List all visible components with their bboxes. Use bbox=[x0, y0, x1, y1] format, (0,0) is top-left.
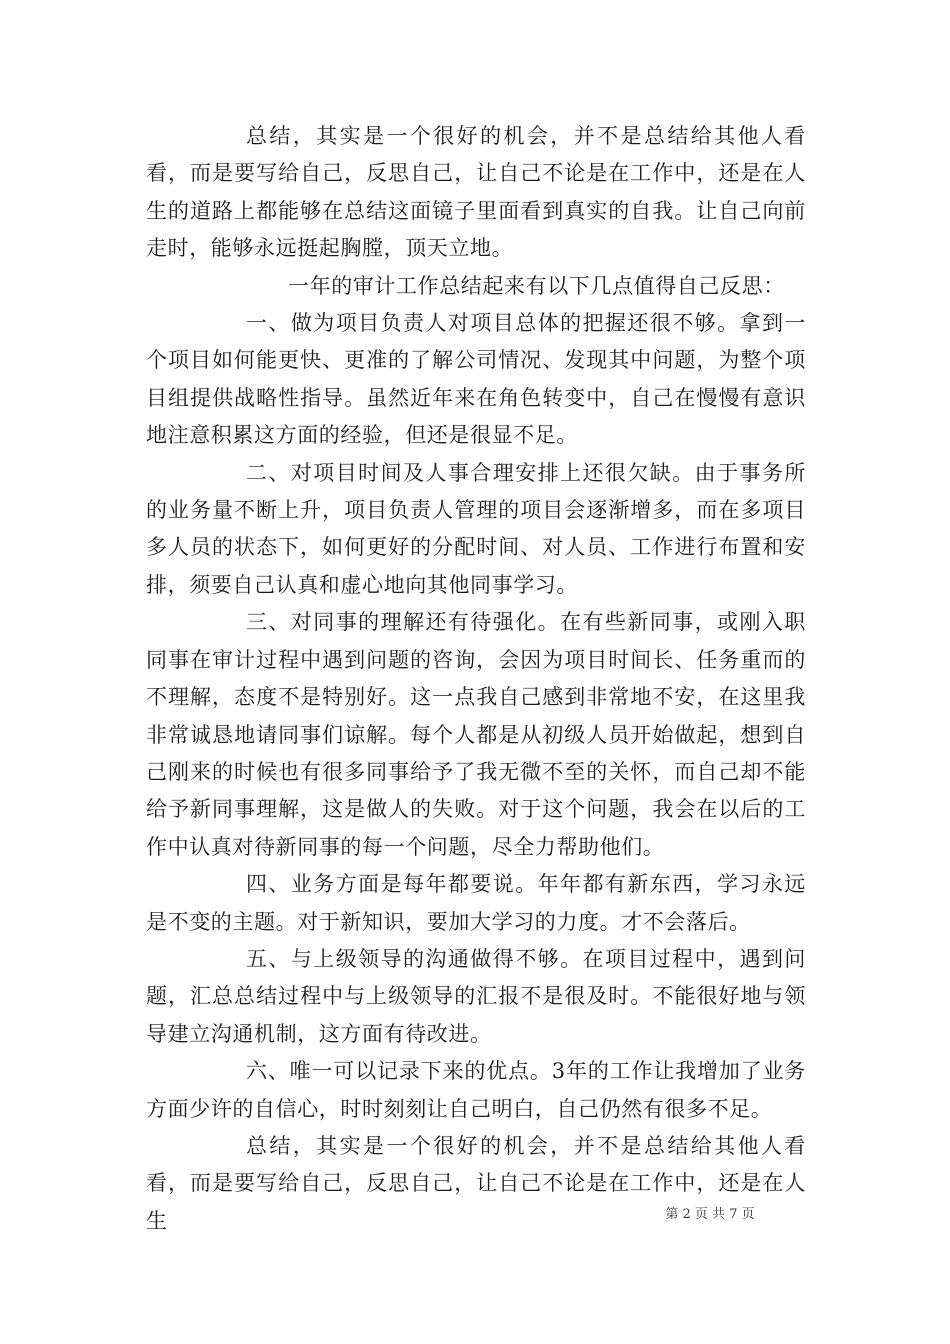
paragraph-point-2: 二、对项目时间及人事合理安排上还很欠缺。由于事务所的业务量不断上升，项目负责人管理的项目会逐渐增多，而在多项目多人员的状态下，如何更好的分配时间、对人员、工作进行布置和安排，须要自己认真和虚心地向其他同事学习。 bbox=[146, 460, 806, 597]
paragraph-summary-intro: 总结，其实是一个很好的机会，并不是总结给其他人看看，而是要写给自己，反思自己，让自己不论是在工作中，还是在人生的道路上都能够在总结这面镜子里面看到真实的自我。让自己向前走时，能够永远挺起胸膛，顶天立地。 bbox=[146, 124, 806, 261]
paragraph-point-1: 一、做为项目负责人对项目总体的把握还很不够。拿到一个项目如何能更快、更准的了解公司情况、发现其中问题，为整个项目组提供战略性指导。虽然近年来在角色转变中，自己在慢慢有意识地注意积累这方面的经验，但还是很显不足。 bbox=[146, 311, 806, 448]
paragraph-point-4: 四、业务方面是每年都要说。年年都有新东西，学习永远是不变的主题。对于新知识，要加大学习的力度。才不会落后。 bbox=[146, 872, 806, 934]
paragraph-summary-repeat: 总结，其实是一个很好的机会，并不是总结给其他人看看，而是要写给自己，反思自己，让自己不论是在工作中，还是在人生 bbox=[146, 1133, 806, 1233]
paragraph-point-5: 五、与上级领导的沟通做得不够。在项目过程中，遇到问题，汇总总结过程中与上级领导的汇报不是很及时。不能很好地与领导建立沟通机制，这方面有待改进。 bbox=[146, 946, 806, 1046]
paragraph-point-3: 三、对同事的理解还有待强化。在有些新同事，或刚入职同事在审计过程中遇到问题的咨询，会因为项目时间长、任务重而的不理解，态度不是特别好。这一点我自己感到非常地不安，在这里我非常诚恳地请同事们谅解。每个人都是从初级人员开始做起，想到自己刚来的时候也有很多同事给予了我无微不至的关怀，而自己却不能给予新同事理解，这是做人的失败。对于这个问题，我会在以后的工作中认真对待新同事的每一个问题，尽全力帮助他们。 bbox=[146, 610, 806, 859]
paragraph-reflection-heading: 一年的审计工作总结起来有以下几点值得自己反思： bbox=[288, 273, 785, 298]
page-number-footer: 第 2 页 共 7 页 bbox=[665, 1207, 755, 1222]
body-text bbox=[146, 118, 806, 1240]
paragraph-point-6: 六、唯一可以记录下来的优点。3年的工作让我增加了业务方面少许的自信心，时时刻刻让自己明白，自己仍然有很多不足。 bbox=[146, 1059, 806, 1121]
